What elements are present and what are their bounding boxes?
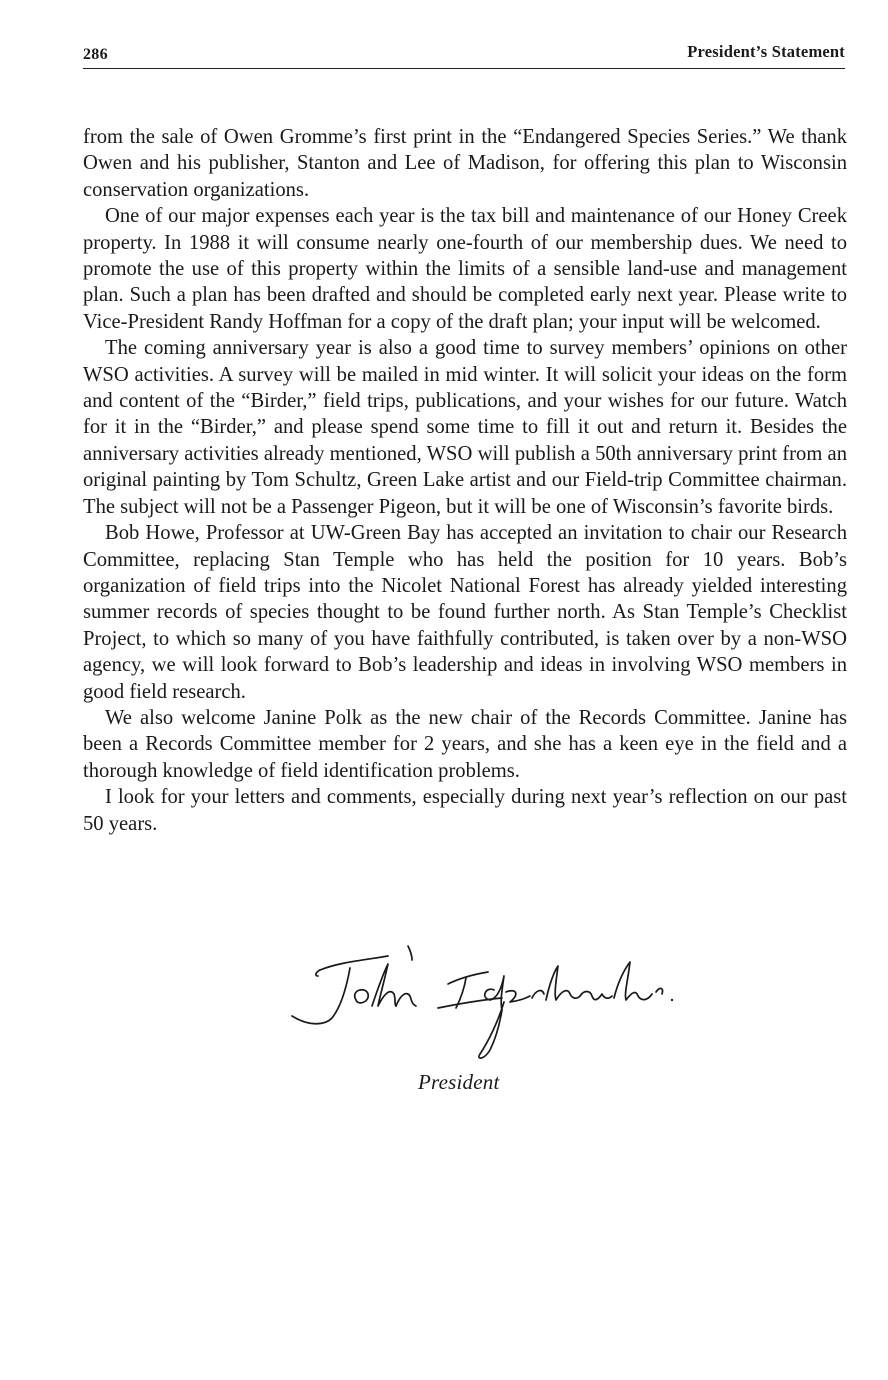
section-title: President’s Statement bbox=[687, 42, 845, 61]
paragraph-continued: from the sale of Owen Gromme’s first print in the “Endangered Species Series.” We thank Owen and his publisher, Stanton and Lee of Madison, for offering this plan to Wisconsin conservation organizations. bbox=[83, 126, 847, 201]
signature-block bbox=[280, 942, 700, 1112]
handwritten-signature bbox=[280, 942, 690, 1068]
paragraph-anniversary-survey: The coming anniversary year is also a good time to survey members’ opinions on other WSO activities. A survey will be mailed in mid winter. It will solicit your ideas on the form and content of the “Birder,” field trips, publications, and your wishes for our future. Watch for it in the “Birder,” and please spend some time to fill it out and return it. Besides the anniversary activities already mentioned, WSO will publish a 50th anniversary print from an original painting by Tom Schultz, Green Lake artist and our Field-trip Committee chairman. The subject will not be a Passenger Pigeon, but it will be one of Wisconsin’s favorite birds. bbox=[83, 337, 847, 518]
page-number: 286 bbox=[83, 46, 108, 63]
signer-title: President bbox=[418, 1070, 500, 1094]
paragraph-records-committee: We also welcome Janine Polk as the new chair of the Records Committee. Janine has been a Records Committee member for 2 years, and she has a keen eye in the field and a thorough knowledge of field identification problems. bbox=[83, 706, 847, 782]
paragraph-research-committee: Bob Howe, Professor at UW-Green Bay has accepted an invitation to chair our Research Committee, replacing Stan Temple who has held the position for 10 years. Bob’s organization of field trips into the Nicolet National Forest has already yielded interesting summer records of species thought to be found further north. As Stan Temple’s Checklist Project, to which so many of you have faithfully contributed, is taken over by a non-WSO agency, we will look forward to Bob’s leadership and ideas in involving WSO members in good field research. bbox=[83, 522, 847, 703]
running-head bbox=[83, 38, 845, 69]
paragraph-closing: I look for your letters and comments, especially during next year’s reflection on our past 50 years. bbox=[83, 786, 847, 835]
paragraph-honey-creek: One of our major expenses each year is the tax bill and maintenance of our Honey Creek property. In 1988 it will consume nearly one-fourth of our membership dues. We need to promote the use of this property within the limits of a sensible land-use and management plan. Such a plan has been drafted and should be completed early next year. Please write to Vice-President Randy Hoffman for a copy of the draft plan; your input will be welcomed. bbox=[83, 205, 847, 333]
body-text bbox=[83, 124, 847, 837]
